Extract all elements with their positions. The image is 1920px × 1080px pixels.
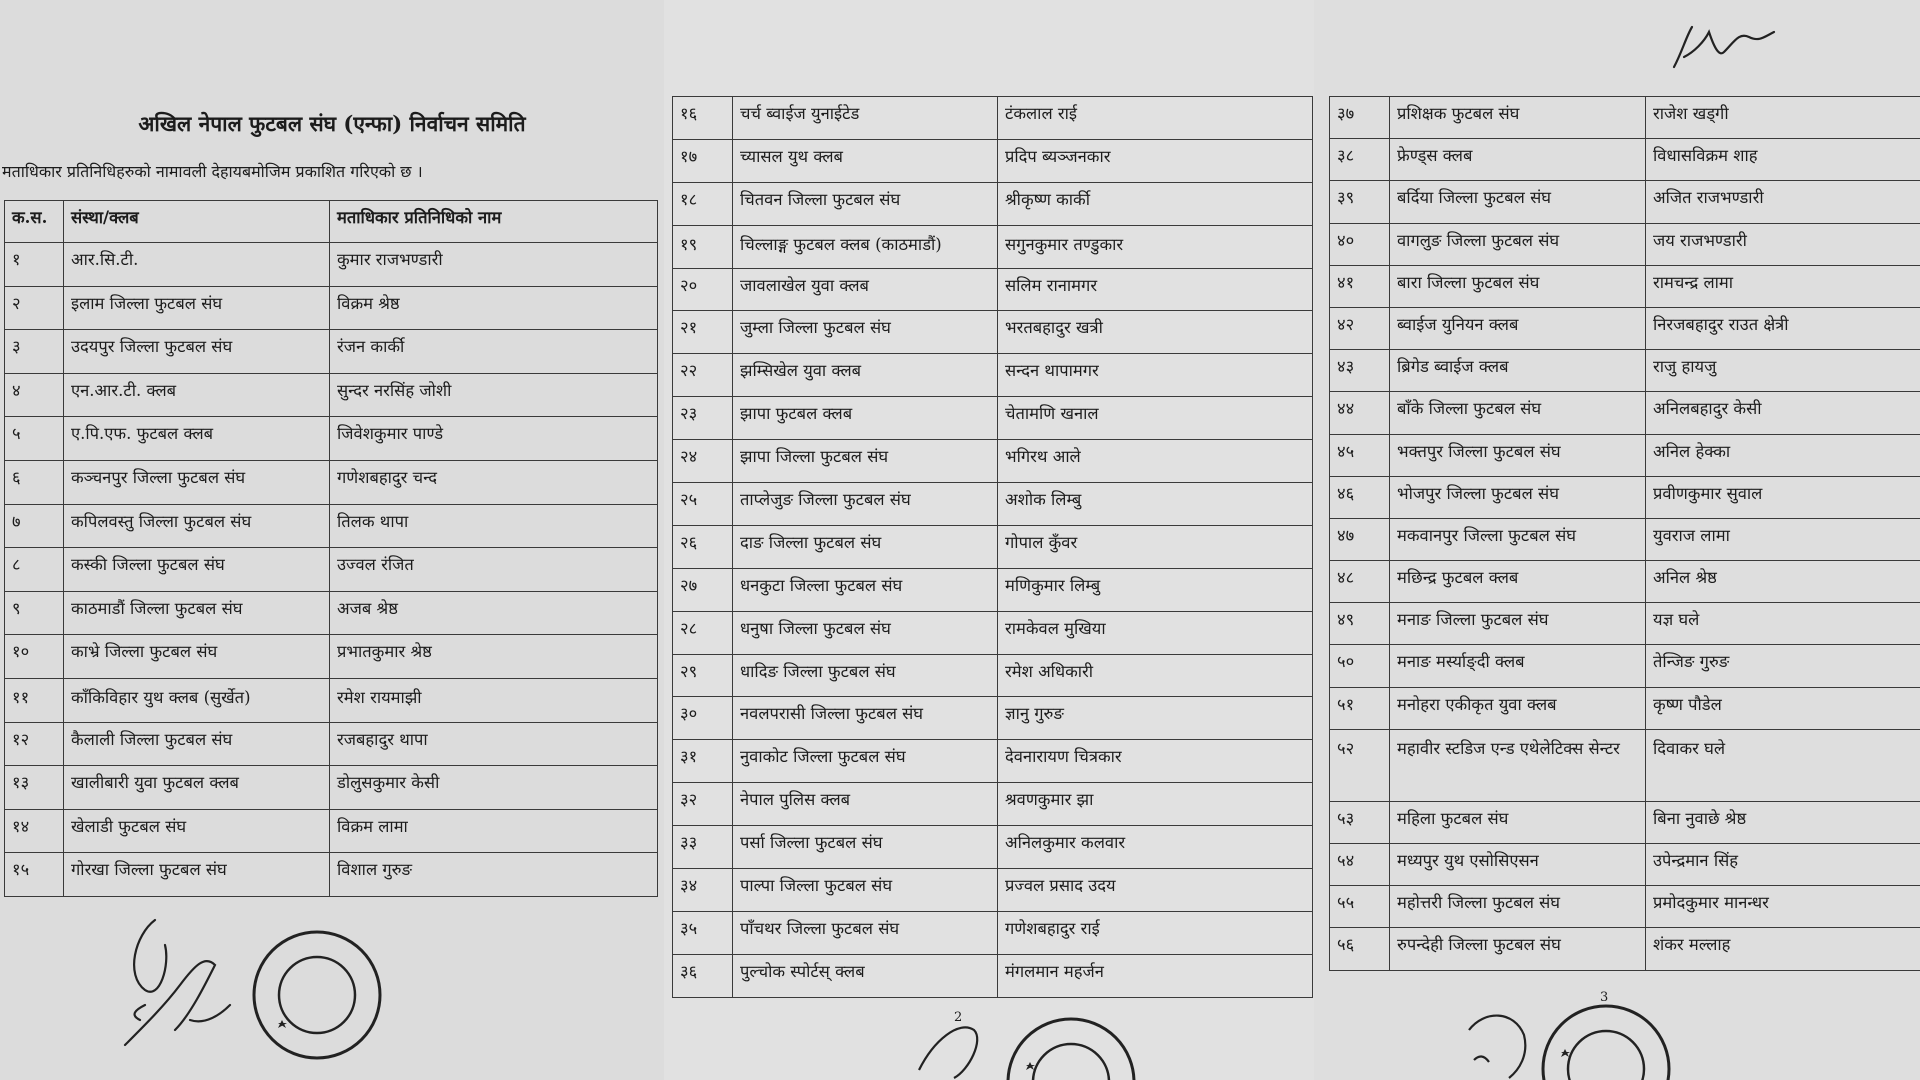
table-row [1330, 603, 1920, 645]
club-cell: काभ्रे जिल्ला फुटबल संघ [64, 635, 330, 679]
election-committee-stamp [1004, 1015, 1139, 1080]
table-row [673, 525, 1313, 568]
table-row [1330, 928, 1920, 970]
club-cell: वागलुङ जिल्ला फुटबल संघ [1390, 223, 1646, 265]
club-cell: गोरखा जिल्ला फुटबल संघ [64, 853, 330, 897]
club-cell: महिला फुटबल संघ [1390, 801, 1646, 843]
serial-cell: ११ [5, 678, 64, 722]
serial-cell: ७ [5, 504, 64, 548]
table-row [1330, 561, 1920, 603]
serial-cell: २ [5, 286, 64, 330]
club-cell: पुल्चोक स्पोर्टस् क्लब [733, 954, 998, 997]
table-row [5, 766, 658, 810]
table-row [673, 740, 1313, 783]
table-row [673, 697, 1313, 740]
club-cell: महोत्तरी जिल्ला फुटबल संघ [1390, 886, 1646, 928]
representative-cell: डोलुसकुमार केसी [330, 766, 658, 810]
representative-cell: श्रीकृष्ण कार्की [998, 182, 1313, 225]
serial-cell: ४६ [1330, 476, 1390, 518]
club-cell: खेलाडी फुटबल संघ [64, 809, 330, 853]
table-row [673, 268, 1313, 311]
serial-cell: २८ [673, 611, 733, 654]
roster-table-page-2 [672, 96, 1313, 998]
representative-cell: अनिलबहादुर केसी [1646, 392, 1920, 434]
club-cell: धादिङ जिल्ला फुटबल संघ [733, 654, 998, 697]
table-row [673, 611, 1313, 654]
representative-cell: उज्वल रंजित [330, 548, 658, 592]
representative-cell: विधासविक्रम शाह [1646, 139, 1920, 181]
table-row [673, 826, 1313, 869]
table-row [1330, 844, 1920, 886]
representative-cell: विशाल गुरुङ [330, 853, 658, 897]
serial-cell: १० [5, 635, 64, 679]
club-cell: मकवानपुर जिल्ला फुटबल संघ [1390, 518, 1646, 560]
club-cell: धनुषा जिल्ला फुटबल संघ [733, 611, 998, 654]
club-cell: कञ्चनपुर जिल्ला फुटबल संघ [64, 460, 330, 504]
election-committee-stamp [1539, 1002, 1674, 1080]
representative-cell: रमेश रायमाझी [330, 678, 658, 722]
serial-cell: ४२ [1330, 307, 1390, 349]
representative-cell: अनिल श्रेष्ठ [1646, 561, 1920, 603]
table-row [5, 330, 658, 374]
serial-cell: ४८ [1330, 561, 1390, 603]
representative-cell: भरतबहादुर खत्री [998, 311, 1313, 354]
representative-cell: अजब श्रेष्ठ [330, 591, 658, 635]
serial-cell: ३४ [673, 869, 733, 912]
page-number: 2 [954, 1010, 963, 1025]
representative-cell: तिलक थापा [330, 504, 658, 548]
representative-cell: जय राजभण्डारी [1646, 223, 1920, 265]
table-row [1330, 476, 1920, 518]
table-row [673, 225, 1313, 268]
table-row [673, 354, 1313, 397]
serial-cell: १५ [5, 853, 64, 897]
serial-cell: ५२ [1330, 729, 1390, 801]
document-page-1 [0, 0, 664, 1080]
representative-cell: रमेश अधिकारी [998, 654, 1313, 697]
document-subtitle: मताधिकार प्रतिनिधिहरुको नामावली देहायबमोजिम प्रकाशित गरिएको छ । [2, 162, 423, 181]
representative-cell: मणिकुमार लिम्बु [998, 568, 1313, 611]
club-cell: नेपाल पुलिस क्लब [733, 783, 998, 826]
table-row [5, 286, 658, 330]
representative-cell: सलिम रानामगर [998, 268, 1313, 311]
representative-cell: उपेन्द्रमान सिंह [1646, 844, 1920, 886]
club-cell: कपिलवस्तु जिल्ला फुटबल संघ [64, 504, 330, 548]
serial-cell: १४ [5, 809, 64, 853]
table-row [673, 397, 1313, 440]
club-cell: झापा जिल्ला फुटबल संघ [733, 440, 998, 483]
table-row [5, 591, 658, 635]
roster-table-page-3 [1329, 96, 1920, 971]
representative-cell: राजेश खड्गी [1646, 97, 1920, 139]
table-row [673, 182, 1313, 225]
table-row [1330, 729, 1920, 801]
serial-cell: ३९ [1330, 181, 1390, 223]
table-row [673, 869, 1313, 912]
club-cell: भक्तपुर जिल्ला फुटबल संघ [1390, 434, 1646, 476]
club-cell: मनाङ जिल्ला फुटबल संघ [1390, 603, 1646, 645]
serial-cell: १६ [673, 97, 733, 140]
serial-cell: ५ [5, 417, 64, 461]
representative-cell: सन्दन थापामगर [998, 354, 1313, 397]
club-cell: काँकिविहार युथ क्लब (सुर्खेत) [64, 678, 330, 722]
serial-cell: ६ [5, 460, 64, 504]
representative-cell: प्रमोदकुमार मानन्धर [1646, 886, 1920, 928]
representative-cell: बिना नुवाछे श्रेष्ठ [1646, 801, 1920, 843]
table-row [1330, 518, 1920, 560]
club-cell: बर्दिया जिल्ला फुटबल संघ [1390, 181, 1646, 223]
club-cell: च्यासल युथ क्लब [733, 139, 998, 182]
serial-cell: ५६ [1330, 928, 1390, 970]
club-cell: बाँके जिल्ला फुटबल संघ [1390, 392, 1646, 434]
serial-cell: ३ [5, 330, 64, 374]
club-cell: काठमाडौं जिल्ला फुटबल संघ [64, 591, 330, 635]
serial-cell: ५० [1330, 645, 1390, 687]
club-cell: चिल्लाङ्ग फुटबल क्लब (काठमाडौं) [733, 225, 998, 268]
club-cell: जुम्ला जिल्ला फुटबल संघ [733, 311, 998, 354]
representative-cell: चेतामणि खनाल [998, 397, 1313, 440]
serial-cell: ३० [673, 697, 733, 740]
document-title: अखिल नेपाल फुटबल संघ (एन्फा) निर्वाचन समिति [138, 111, 526, 136]
table-row [1330, 801, 1920, 843]
serial-cell: ३८ [1330, 139, 1390, 181]
representative-cell: विक्रम श्रेष्ठ [330, 286, 658, 330]
table-row [1330, 181, 1920, 223]
table-row [1330, 645, 1920, 687]
club-cell: दाङ जिल्ला फुटबल संघ [733, 525, 998, 568]
column-header-serial: क.स. [5, 201, 64, 243]
roster-table-page-1 [4, 200, 658, 897]
club-cell: भोजपुर जिल्ला फुटबल संघ [1390, 476, 1646, 518]
club-cell: इलाम जिल्ला फुटबल संघ [64, 286, 330, 330]
serial-cell: २७ [673, 568, 733, 611]
column-header-representative: मताधिकार प्रतिनिधिको नाम [330, 201, 658, 243]
representative-cell: गणेशबहादुर राई [998, 911, 1313, 954]
club-cell: ए.पि.एफ. फुटबल क्लब [64, 417, 330, 461]
table-row [5, 373, 658, 417]
representative-cell: निरजबहादुर राउत क्षेत्री [1646, 307, 1920, 349]
serial-cell: १७ [673, 139, 733, 182]
representative-cell: कुमार राजभण्डारी [330, 243, 658, 287]
table-row [5, 722, 658, 766]
representative-cell: युवराज लामा [1646, 518, 1920, 560]
club-cell: मछिन्द्र फुटबल क्लब [1390, 561, 1646, 603]
representative-cell: गणेशबहादुर चन्द [330, 460, 658, 504]
serial-cell: ३२ [673, 783, 733, 826]
table-row [5, 678, 658, 722]
representative-cell: तेन्जिङ गुरुङ [1646, 645, 1920, 687]
club-cell: एन.आर.टी. क्लब [64, 373, 330, 417]
table-row [1330, 886, 1920, 928]
table-row [1330, 350, 1920, 392]
table-row [1330, 434, 1920, 476]
table-row [673, 911, 1313, 954]
club-cell: चितवन जिल्ला फुटबल संघ [733, 182, 998, 225]
club-cell: पाल्पा जिल्ला फुटबल संघ [733, 869, 998, 912]
representative-cell: सुन्दर नरसिंह जोशी [330, 373, 658, 417]
club-cell: झापा फुटबल क्लब [733, 397, 998, 440]
serial-cell: ५५ [1330, 886, 1390, 928]
representative-cell: अनिल हेक्का [1646, 434, 1920, 476]
representative-cell: भगिरथ आले [998, 440, 1313, 483]
page-number: 3 [1600, 990, 1609, 1005]
representative-cell: अशोक लिम्बु [998, 483, 1313, 526]
serial-cell: ३३ [673, 826, 733, 869]
serial-cell: ४४ [1330, 392, 1390, 434]
representative-cell: श्रवणकुमार झा [998, 783, 1313, 826]
club-cell: ताप्लेजुङ जिल्ला फुटबल संघ [733, 483, 998, 526]
table-row [1330, 265, 1920, 307]
table-row [5, 853, 658, 897]
table-row [5, 460, 658, 504]
representative-cell: प्रदिप ब्यञ्जनकार [998, 139, 1313, 182]
table-row [5, 809, 658, 853]
representative-cell: यज्ञ घले [1646, 603, 1920, 645]
table-row [1330, 223, 1920, 265]
club-cell: नुवाकोट जिल्ला फुटबल संघ [733, 740, 998, 783]
club-cell: खालीबारी युवा फुटबल क्लब [64, 766, 330, 810]
club-cell: झम्सिखेल युवा क्लब [733, 354, 998, 397]
table-row [673, 783, 1313, 826]
club-cell: आर.सि.टी. [64, 243, 330, 287]
serial-cell: ५१ [1330, 687, 1390, 729]
table-row [5, 635, 658, 679]
representative-cell: अनिलकुमार कलवार [998, 826, 1313, 869]
serial-cell: २२ [673, 354, 733, 397]
serial-cell: १९ [673, 225, 733, 268]
serial-cell: ४० [1330, 223, 1390, 265]
club-cell: फ्रेण्ड्स क्लब [1390, 139, 1646, 181]
representative-cell: प्रभातकुमार श्रेष्ठ [330, 635, 658, 679]
table-row [1330, 392, 1920, 434]
club-cell: पाँचथर जिल्ला फुटबल संघ [733, 911, 998, 954]
club-cell: जावलाखेल युवा क्लब [733, 268, 998, 311]
representative-cell: रामकेवल मुखिया [998, 611, 1313, 654]
serial-cell: ४३ [1330, 350, 1390, 392]
signature-mark [1664, 12, 1784, 77]
table-header-row [5, 201, 658, 243]
serial-cell: ४ [5, 373, 64, 417]
club-cell: कैलाली जिल्ला फुटबल संघ [64, 722, 330, 766]
serial-cell: १ [5, 243, 64, 287]
serial-cell: १३ [5, 766, 64, 810]
table-row [5, 417, 658, 461]
table-row [673, 568, 1313, 611]
table-row [673, 483, 1313, 526]
representative-cell: गोपाल कुँवर [998, 525, 1313, 568]
table-row [673, 311, 1313, 354]
serial-cell: २९ [673, 654, 733, 697]
club-cell: मनाङ मर्स्याङ्दी क्लब [1390, 645, 1646, 687]
serial-cell: २५ [673, 483, 733, 526]
club-cell: पर्सा जिल्ला फुटबल संघ [733, 826, 998, 869]
representative-cell: प्रज्वल प्रसाद उदय [998, 869, 1313, 912]
representative-cell: सगुनकुमार तण्डुकार [998, 225, 1313, 268]
table-row [673, 139, 1313, 182]
representative-cell: अजित राजभण्डारी [1646, 181, 1920, 223]
table-row [673, 440, 1313, 483]
table-row [673, 954, 1313, 997]
serial-cell: ३६ [673, 954, 733, 997]
serial-cell: ९ [5, 591, 64, 635]
table-row [5, 243, 658, 287]
serial-cell: १८ [673, 182, 733, 225]
club-cell: उदयपुर जिल्ला फुटबल संघ [64, 330, 330, 374]
club-cell: ब्वाईज युनियन क्लब [1390, 307, 1646, 349]
serial-cell: २० [673, 268, 733, 311]
representative-cell: शंकर मल्लाह [1646, 928, 1920, 970]
signature-mark [105, 905, 245, 1055]
representative-cell: टंकलाल राई [998, 97, 1313, 140]
table-row [673, 97, 1313, 140]
serial-cell: ३१ [673, 740, 733, 783]
table-row [5, 504, 658, 548]
serial-cell: ४१ [1330, 265, 1390, 307]
document-page-3 [1314, 0, 1920, 1080]
serial-cell: ४९ [1330, 603, 1390, 645]
representative-cell: राजु हायजु [1646, 350, 1920, 392]
representative-cell: देवनारायण चित्रकार [998, 740, 1313, 783]
club-cell: प्रशिक्षक फुटबल संघ [1390, 97, 1646, 139]
representative-cell: जिवेशकुमार पाण्डे [330, 417, 658, 461]
representative-cell: प्रवीणकुमार सुवाल [1646, 476, 1920, 518]
table-row [5, 548, 658, 592]
serial-cell: ३५ [673, 911, 733, 954]
table-row [1330, 307, 1920, 349]
representative-cell: रजबहादुर थापा [330, 722, 658, 766]
serial-cell: ३७ [1330, 97, 1390, 139]
signature-mark [914, 1000, 994, 1080]
representative-cell: ज्ञानु गुरुङ [998, 697, 1313, 740]
representative-cell: विक्रम लामा [330, 809, 658, 853]
club-cell: कस्की जिल्ला फुटबल संघ [64, 548, 330, 592]
club-cell: रुपन्देही जिल्ला फुटबल संघ [1390, 928, 1646, 970]
representative-cell: रंजन कार्की [330, 330, 658, 374]
serial-cell: २१ [673, 311, 733, 354]
serial-cell: २६ [673, 525, 733, 568]
table-row [1330, 139, 1920, 181]
document-page-2 [664, 0, 1314, 1080]
election-committee-stamp [250, 928, 385, 1063]
representative-cell: कृष्ण पौडेल [1646, 687, 1920, 729]
table-row [673, 654, 1313, 697]
club-cell: मध्यपुर युथ एसोसिएसन [1390, 844, 1646, 886]
club-cell: चर्च ब्वाईज युनाईटेड [733, 97, 998, 140]
serial-cell: ४७ [1330, 518, 1390, 560]
serial-cell: २३ [673, 397, 733, 440]
table-row [1330, 97, 1920, 139]
club-cell: ब्रिगेड ब्वाईज क्लब [1390, 350, 1646, 392]
serial-cell: १२ [5, 722, 64, 766]
representative-cell: मंगलमान महर्जन [998, 954, 1313, 997]
club-cell: बारा जिल्ला फुटबल संघ [1390, 265, 1646, 307]
serial-cell: ५३ [1330, 801, 1390, 843]
representative-cell: रामचन्द्र लामा [1646, 265, 1920, 307]
club-cell: धनकुटा जिल्ला फुटबल संघ [733, 568, 998, 611]
club-cell: महावीर स्टडिज एन्ड एथेलेटिक्स सेन्टर [1390, 729, 1646, 801]
serial-cell: २४ [673, 440, 733, 483]
serial-cell: ८ [5, 548, 64, 592]
serial-cell: ४५ [1330, 434, 1390, 476]
club-cell: मनोहरा एकीकृत युवा क्लब [1390, 687, 1646, 729]
representative-cell: दिवाकर घले [1646, 729, 1920, 801]
serial-cell: ५४ [1330, 844, 1390, 886]
column-header-club: संस्था/क्लब [64, 201, 330, 243]
club-cell: नवलपरासी जिल्ला फुटबल संघ [733, 697, 998, 740]
table-row [1330, 687, 1920, 729]
